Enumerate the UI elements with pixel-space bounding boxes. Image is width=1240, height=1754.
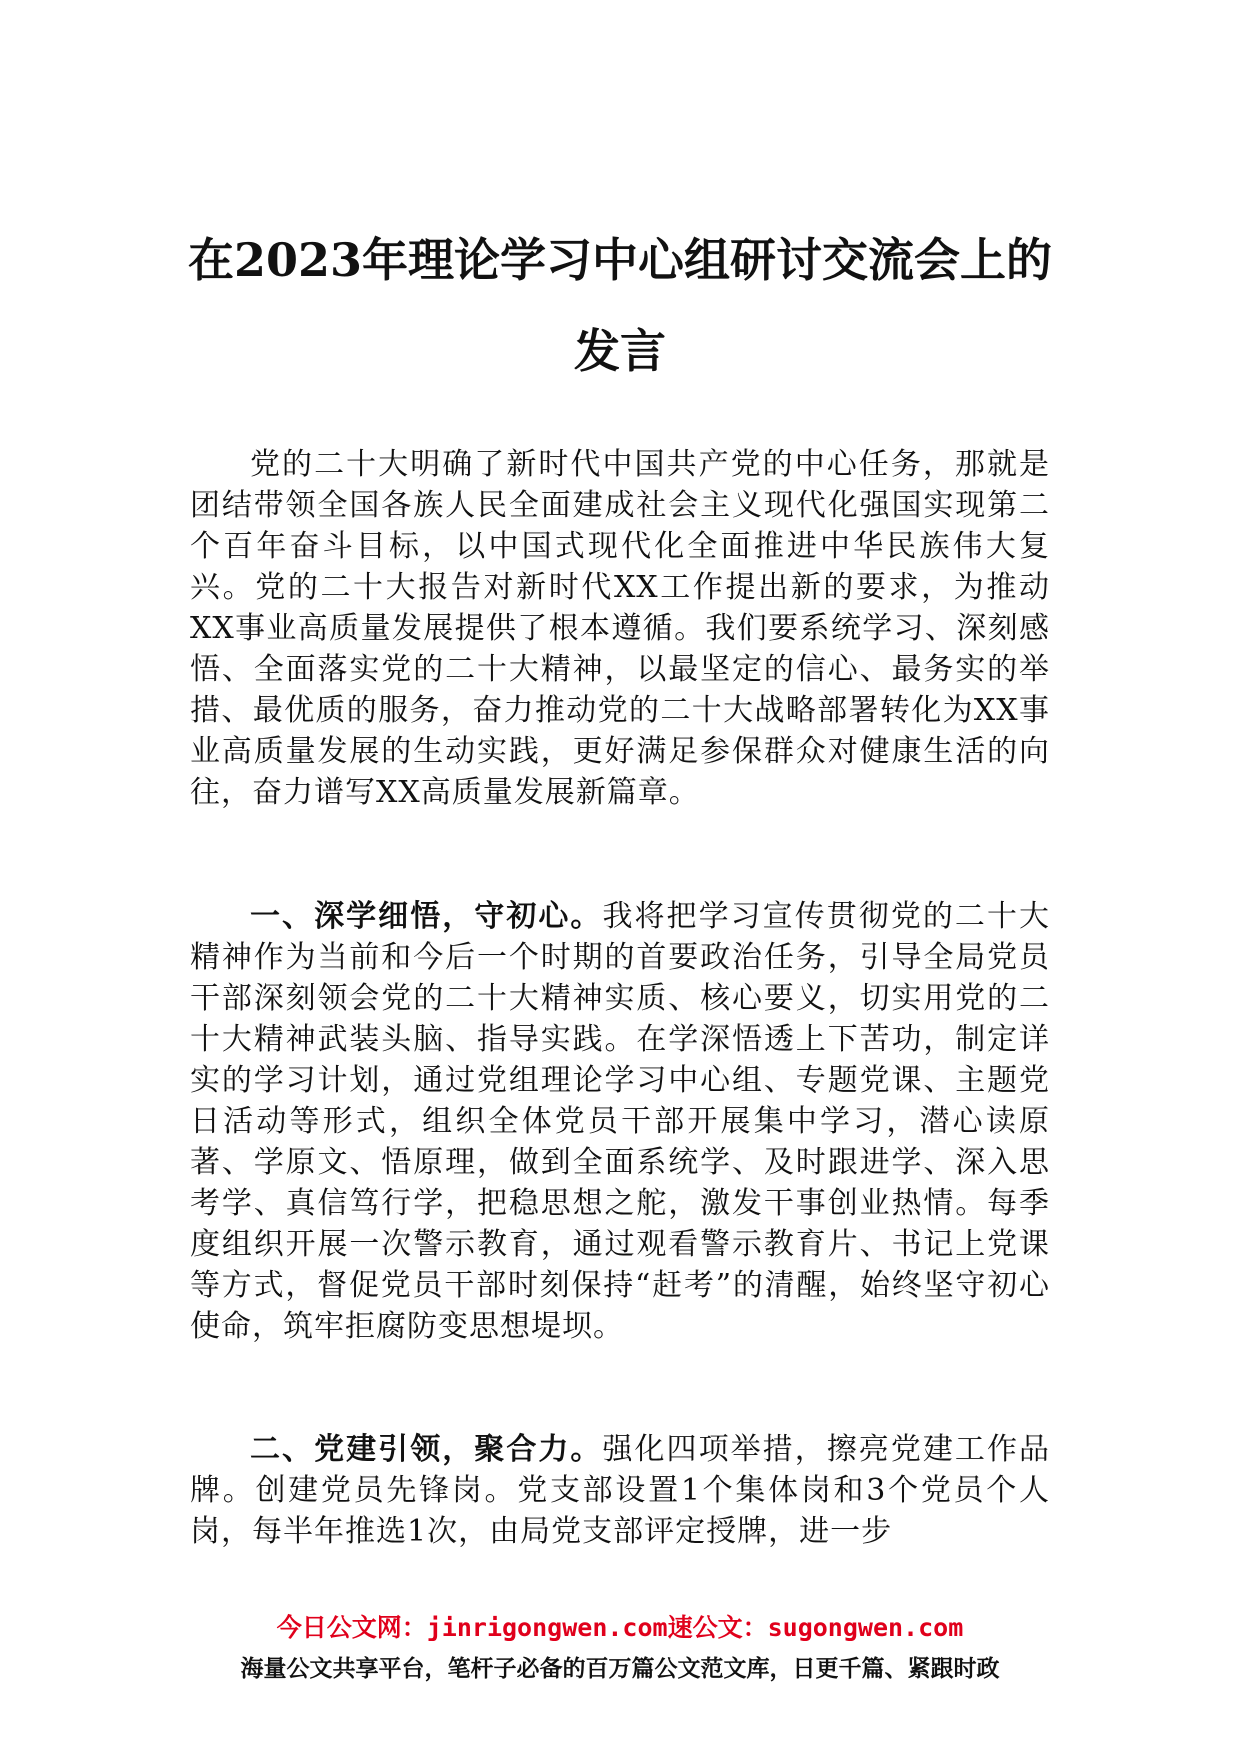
footer-site2-url[interactable]: sugongwen.com [767, 1613, 964, 1642]
footer-site2-label: 速公文： [667, 1613, 768, 1642]
footer-site1-label: 今日公文网： [276, 1613, 427, 1642]
footer-site1-url[interactable]: jinrigongwen.com [426, 1613, 668, 1642]
document-title-line-2: 发言 [574, 324, 666, 378]
footer-slogan: 海量公文共享平台，笔杆子必备的百万篇公文范文库，日更千篇、紧跟时政 [240, 1656, 1000, 1682]
footer-site-links [0, 1608, 1240, 1644]
document-title-line-1: 在2023年理论学习中心组研讨交流会上的 [187, 233, 1053, 287]
section-heading: 一、深学细悟，守初心。 [250, 899, 603, 934]
paragraph-section-1 [190, 896, 1050, 1347]
paragraph-text: 强化四项举措，擦亮党建工作品牌。创建党员先锋岗。党支部设置1个集体岗和3个党员个人岗，每半年推选1次，由局党支部评定授牌，进一步 [190, 1432, 1051, 1549]
paragraph-section-2 [190, 1429, 1050, 1552]
paragraph-text: 我将把学习宣传贯彻党的二十大精神作为当前和今后一个时期的首要政治任务，引导全局党员干部深刻领会党的二十大精神实质、核心要义，切实用党的二十大精神武装头脑、指导实践。在学深悟透上下苦功，制定详实的学习计划，通过党组理论学习中心组、专题党课、主题党日活动等形式，组织全体党员干部开展集中学习，潜心读原著、学原文、悟原理，做到全面系统学、及时跟进学、深入思考学、真信笃行学，把稳思想之舵，激发干事创业热情。每季度组织开展一次警示教育，通过观看警示教育片、书记上党课等方式，督促党员干部时刻保持“赶考”的清醒，始终坚守初心使命，筑牢拒腐防变思想堤坝。 [190, 899, 1051, 1344]
section-heading: 二、党建引领，聚合力。 [250, 1432, 603, 1467]
paragraph-intro [190, 444, 1050, 813]
paragraph-text: 党的二十大明确了新时代中国共产党的中心任务，那就是团结带领全国各族人民全面建成社会主义现代化强国实现第二个百年奋斗目标，以中国式现代化全面推进中华民族伟大复兴。党的二十大报告对新时代XX工作提出新的要求，为推动XX事业高质量发展提供了根本遵循。我们要系统学习、深刻感悟、全面落实党的二十大精神，以最坚定的信心、最务实的举措、最优质的服务，奋力推动党的二十大战略部署转化为XX事业高质量发展的生动实践，更好满足参保群众对健康生活的向往，奋力谱写XX高质量发展新篇章。 [190, 447, 1050, 810]
